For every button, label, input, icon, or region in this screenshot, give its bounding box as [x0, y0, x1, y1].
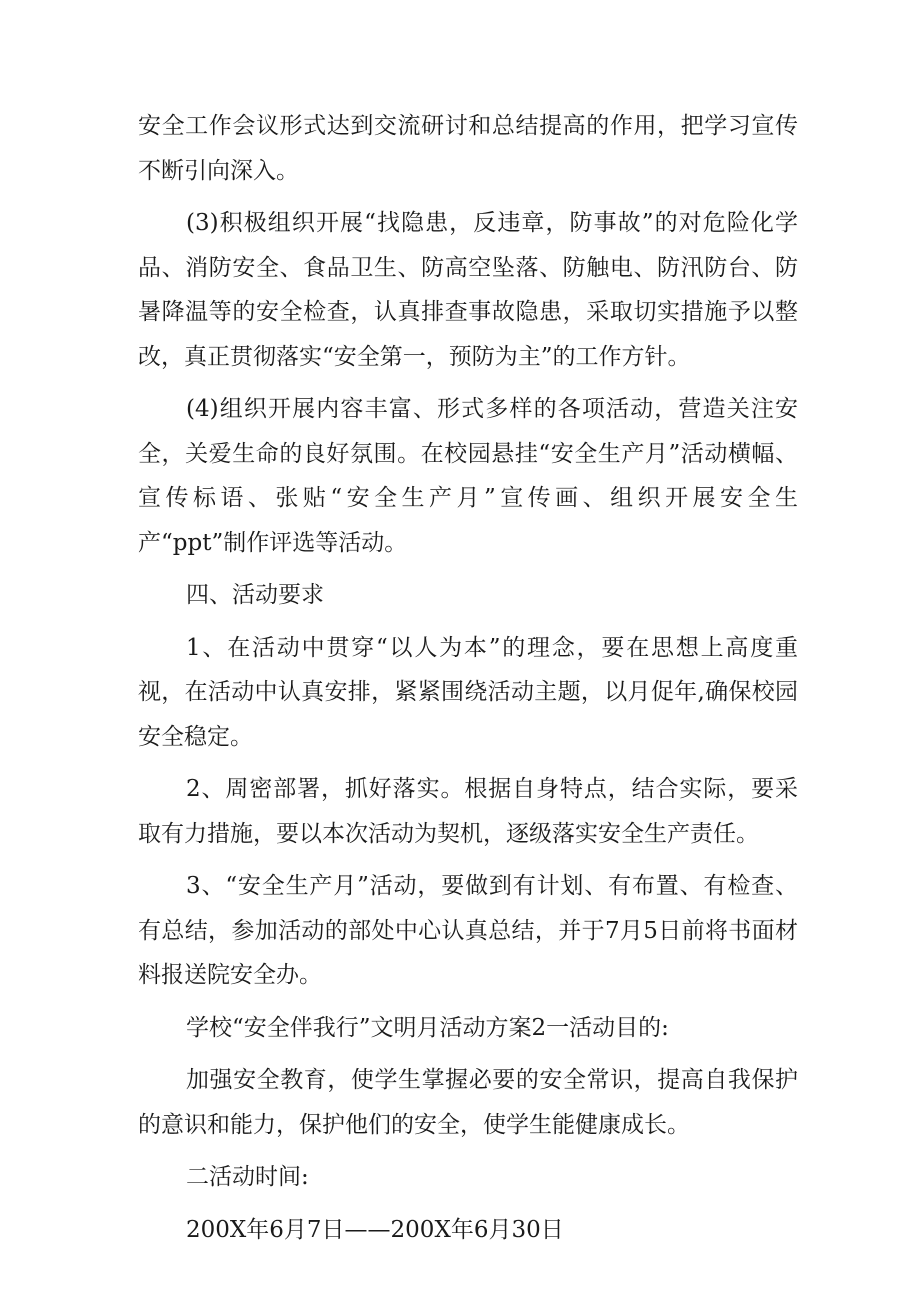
paragraph-requirement-2: 2、周密部署，抓好落实。根据自身特点，结合实际，要采取有力措施，要以本次活动为契机，逐级落实安全生产责任。	[138, 776, 798, 847]
document-body	[138, 104, 798, 1252]
paragraph-gap	[138, 1200, 798, 1208]
paragraph-gap	[138, 379, 798, 387]
paragraph-item-4-activities: (4)组织开展内容丰富、形式多样的各项活动，营造关注安全，关爱生命的良好氛围。在校园悬挂“安全生产月”活动横幅、宣传标语、张贴“安全生产月”宣传画、组织开展安全生产“ppt”制作评选等活动。	[138, 396, 798, 556]
paragraph-gap	[138, 998, 798, 1006]
paragraph-date-range: 200X年6月7日——200X年6月30日	[186, 1216, 564, 1243]
paragraph-gap	[138, 618, 798, 626]
paragraph-gap	[138, 1050, 798, 1058]
paragraph-objective: 加强安全教育，使学生掌握必要的安全常识，提高自我保护的意识和能力，保护他们的安全，使学生能健康成长。	[138, 1067, 798, 1138]
paragraph-intro-continuation: 安全工作会议形式达到交流研讨和总结提高的作用，把学习宣传不断引向深入。	[138, 113, 798, 184]
section-heading-requirements: 四、活动要求	[186, 582, 324, 608]
paragraph-item-3-safety-inspection: (3)积极组织开展“找隐患，反违章，防事故”的对危险化学品、消防安全、食品卫生、防高空坠落、防触电、防汛防台、防暑降温等的安全检查，认真排查事故隐患，采取切实措施予以整改，真正贯彻落实“安全第一，预防为主”的工作方针。	[138, 210, 798, 370]
paragraph-gap	[138, 1147, 798, 1155]
paragraph-gap	[138, 193, 798, 201]
paragraph-requirement-3: 3、“安全生产月”活动，要做到有计划、有布置、有检查、有总结，参加活动的部处中心认真总结，并于7月5日前将书面材料报送院安全办。	[138, 873, 798, 988]
plan-2-title-objective: 学校“安全伴我行”文明月活动方案2一活动目的:	[186, 1014, 669, 1041]
section-heading-time: 二活动时间:	[186, 1164, 309, 1190]
paragraph-gap	[138, 856, 798, 864]
paragraph-gap	[138, 759, 798, 767]
paragraph-requirement-1: 1、在活动中贯穿“以人为本”的理念，要在思想上高度重视，在活动中认真安排，紧紧围绕活动主题，以月促年,确保校园安全稳定。	[138, 634, 798, 750]
paragraph-gap	[138, 565, 798, 573]
